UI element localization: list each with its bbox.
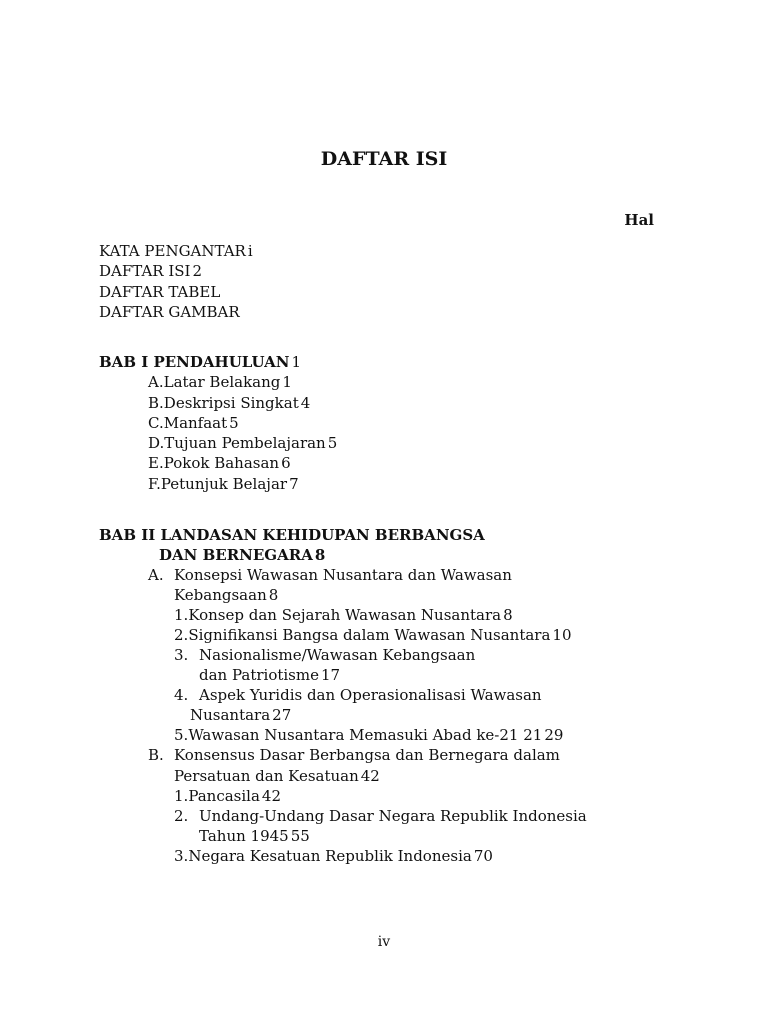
toc-entry-page: 1 [291,353,302,371]
toc-entry-number: 1. [174,606,189,624]
toc-entry-label: KATA PENGANTAR [99,242,246,260]
toc-entry-page: 17 [321,666,341,684]
toc-entry-page: 1 [282,373,292,391]
toc-section-b-line1[interactable] [148,745,560,765]
toc-entry-number: B. [148,746,164,764]
toc-entry-label: Wawasan Nusantara Memasuki Abad ke-21 21 [188,726,543,744]
toc-entry-label: Pancasila [188,787,260,805]
toc-entry-number: F. [148,475,161,493]
toc-entry-page: 7 [289,475,299,493]
toc-entry-number: 5. [174,726,189,744]
toc-entry-label: Nusantara [190,706,271,724]
toc-chapter-bab-2-line1[interactable]: BAB II LANDASAN KEHIDUPAN BERBANGSA [99,526,485,544]
toc-entry-page: 5 [327,434,338,452]
toc-entry-page: 8 [314,546,326,564]
toc-entry-page: 5 [229,414,239,432]
toc-entry-uud-line1[interactable] [174,806,587,826]
toc-entry-label: Kebangsaan [174,586,267,604]
toc-entry-page: 8 [503,606,513,624]
toc-entry-label: Signifikansi Bangsa dalam Wawasan Nusantara [188,626,551,644]
toc-entry-page: 27 [272,706,292,724]
toc-entry-label: Nasionalisme/Wawasan Kebangsaan [199,646,476,664]
toc-entry-label: DAN BERNEGARA [159,546,313,564]
toc-entry-number: D. [148,434,165,452]
toc-entry-nasionalisme-line1[interactable] [174,645,475,665]
toc-entry-number: A. [148,566,164,584]
toc-entry-number: C. [148,414,164,432]
page-column-header: Hal [624,211,654,229]
toc-entry-page: i [247,242,253,260]
page-number: iv [377,934,391,950]
toc-entry-number: B. [148,394,164,412]
toc-entry-number: 1. [174,787,189,805]
toc-entry-aspek-yuridis-line1[interactable] [174,685,542,705]
toc-entry-label: Konsepsi Wawasan Nusantara dan Wawasan [174,566,512,584]
toc-entry-page: 29 [544,726,564,744]
toc-entry-page: 55 [290,827,310,845]
toc-entry-page: 6 [281,454,291,472]
toc-entry-label: Tahun 1945 [199,827,289,845]
toc-entry-number: 2. [174,626,189,644]
toc-entry-label: Manfaat [163,414,228,432]
toc-entry-number: 3. [174,847,189,865]
toc-section-a-line1[interactable] [148,565,512,585]
toc-entry-label: DAFTAR TABEL [99,283,221,301]
toc-entry-label: BAB I PENDAHULUAN [99,353,290,371]
toc-entry-label: Negara Kesatuan Republik Indonesia [188,847,472,865]
toc-entry-page: 2 [192,262,203,280]
toc-entry-label: Konsep dan Sejarah Wawasan Nusantara [188,606,502,624]
toc-entry-label: DAFTAR GAMBAR [99,303,240,321]
toc-entry-label: Petunjuk Belajar [160,475,288,493]
toc-entry-label: DAFTAR ISI [99,262,191,280]
toc-entry-label: Pokok Bahasan [163,454,280,472]
toc-entry-page: 4 [300,394,311,412]
toc-entry-number: E. [148,454,164,472]
toc-entry-label: Aspek Yuridis dan Operasionalisasi Wawasan [199,686,542,704]
toc-entry-page: 42 [360,767,380,785]
toc-entry-page: 42 [261,787,282,805]
toc-entry-label: Deskripsi Singkat [163,394,299,412]
toc-entry-page: 10 [552,626,572,644]
toc-entry-page: 70 [473,847,493,865]
toc-entry-number: 3. [174,646,189,664]
toc-entry-number: 2. [174,807,189,825]
toc-entry-label: Latar Belakang [163,373,281,391]
toc-entry-label: dan Patriotisme [199,666,319,684]
toc-entry-label: Konsensus Dasar Berbangsa dan Bernegara dalam [174,746,560,764]
toc-entry-label: Undang-Undang Dasar Negara Republik Indonesia [199,807,587,825]
toc-entry-page: 8 [268,586,279,604]
page-title: DAFTAR ISI [320,148,448,170]
toc-entry-label: Tujuan Pembelajaran [164,434,326,452]
toc-entry-number: A. [148,373,164,391]
toc-entry-number: 4. [174,686,189,704]
toc-entry-label: Persatuan dan Kesatuan [174,767,359,785]
